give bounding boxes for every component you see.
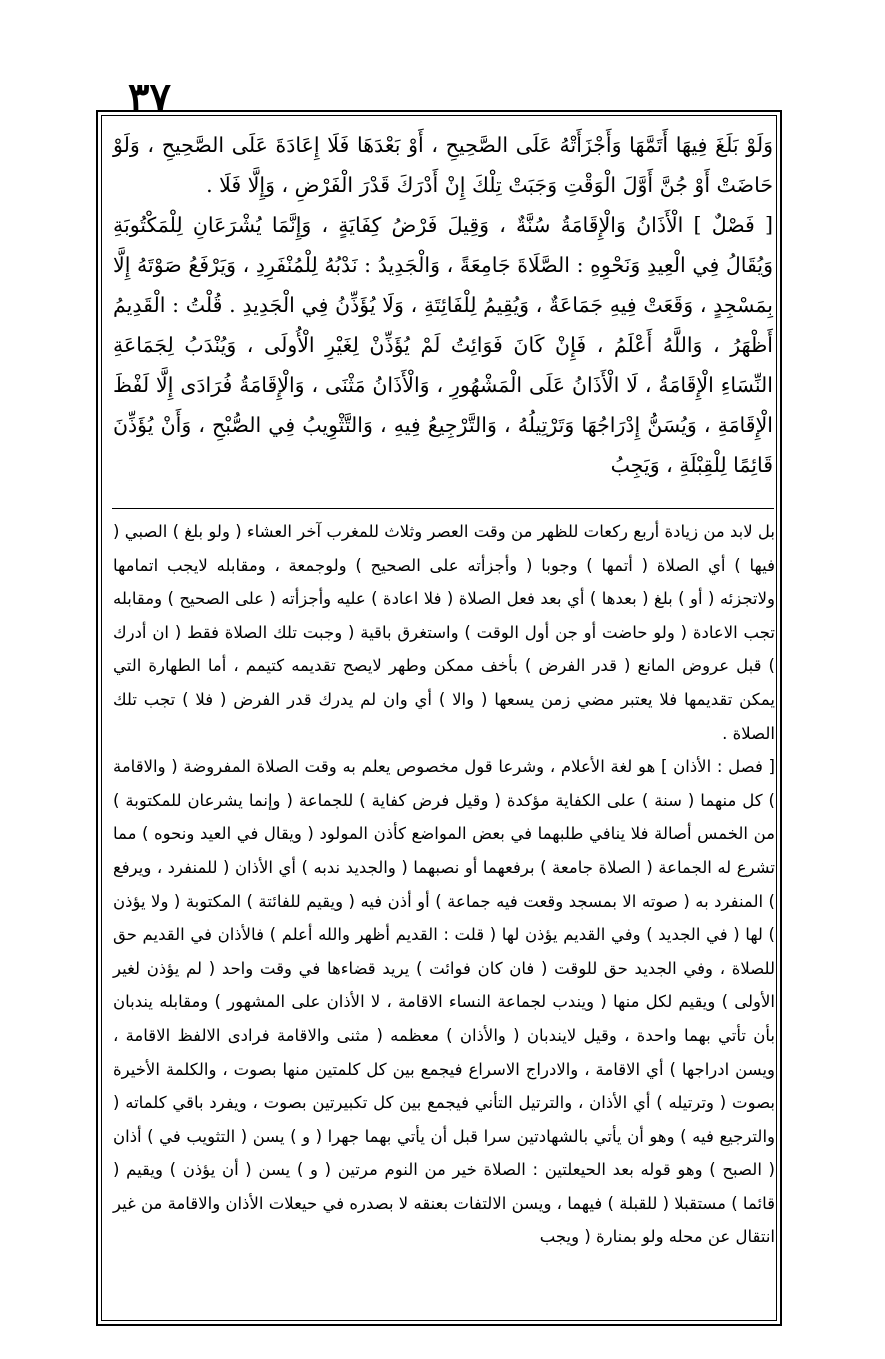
main-text [113,125,773,485]
page-number: ٣٧ [128,74,171,121]
commentary-paragraph: [ فصل : الأذان ] هو لغة الأعلام ، وشرعا قول مخصوص يعلم به وقت الصلاة المفروضة ( والاقامة ) كل منهما ( سنة ) على الكفاية مؤكدة ( وقيل فرض كفاية ) للجماعة ( وإنما يشرعان للمكتوبة ) من الخمس أصالة فلا ينافي طلبهما في بعض المواضع كأذن المولود ( ويقال في العيد ونحوه ) مما تشرع له الجماعة ( الصلاة جامعة ) برفعهما أو نصبهما ( والجديد ندبه ) أي الأذان ( للمنفرد ، ويرفع ) المنفرد به ( صوته الا بمسجد وقعت فيه جماعة ) أو أذن فيه ( ويقيم للفائتة ) المكتوبة ( ولا يؤذن ) لها ( في الجديد ) وفي القديم يؤذن لها ( قلت : القديم أظهر والله أعلم ) فالأذان في القديم حق للصلاة ، وفي الجديد حق للوقت ( فان كان فوائت ) يريد قضاءها في وقت واحد ( لم يؤذن لغير الأولى ) ويقيم لكل منها ( ويندب لجماعة النساء الاقامة ، لا الأذان على المشهور ) ومقابله يندبان بأن تأتي بهما واحدة ، وقيل لايندبان ( والأذان ) معظمه ( مثنى والاقامة فرادى الالفظ الاقامة ، ويسن ادراجها ) أي الاقامة ، والادراج الاسراع فيجمع بين كل كلمتين منها بصوت ، والكلمة الأخيرة بصوت ( وترتيله ) أي الأذان ، والترتيل التأني فيجمع بين كل تكبيرتين بصوت ، ويفرد باقي كلماته ( والترجيع فيه ) وهو أن يأتي بالشهادتين سرا قبل أن يأتي بهما جهرا ( و ) يسن ( التثويب في ) أذان ( الصبح ) وهو قوله بعد الحيعلتين : الصلاة خير من النوم مرتين ( و ) يسن ( أن يؤذن ) ويقيم ( قائما ) مستقبلا ( للقبلة ) فيهما ، ويسن الالتفات بعنقه لا بصدره في حيعلات الأذان والاقامة من غير انتقال عن محله ولو بمنارة ( ويجب [113,757,775,1247]
main-text-paragraph: [ فَصْلٌ ] الْأَذَانُ وَالْإِقَامَةُ سُنَّةٌ ، وَقِيلَ فَرْضُ كِفَايَةٍ ، وَإِنَّمَا يُشْرَعَانِ لِلْمَكْتُوبَةِ وَيُقَالُ فِي الْعِيدِ وَنَحْوِهِ : الصَّلَاةَ جَامِعَةً ، وَالْجَدِيدُ : نَدْبُهُ لِلْمُنْفَرِدِ ، وَيَرْفَعُ صَوْتَهُ إِلَّا بِمَسْجِدٍ ، وَقَعَتْ فِيهِ جَمَاعَةٌ ، وَيُقِيمُ لِلْفَائِتَةِ ، وَلَا يُؤَذِّنُ فِي الْجَدِيدِ . قُلْتُ : الْقَدِيمُ أَظْهَرُ ، وَاللَّهُ أَعْلَمُ ، فَإِنْ كَانَ فَوَائِتُ لَمْ يُؤَذِّنْ لِغَيْرِ الْأُولَى ، وَيُنْدَبُ لِجَمَاعَةِ النِّسَاءِ الْإِقَامَةُ ، لَا الْأَذَانُ عَلَى الْمَشْهُورِ ، وَالْأَذَانُ مَثْنَى ، وَالْإِقَامَةُ فُرَادَى إِلَّا لَفْظَ الْإِقَامَةِ ، وَيُسَنُّ إِدْرَاجُهَا وَتَرْتِيلُهُ ، وَالتَّرْجِيعُ فِيهِ ، وَالتَّثْوِيبُ فِي الصُّبْحِ ، وَأَنْ يُؤَذِّنَ قَائِمًا لِلْقِبْلَةِ ، وَيَجِبُ [113,213,773,477]
section-divider [112,508,774,509]
commentary-paragraph: بل لابد من زيادة أربع ركعات للظهر من وقت العصر وثلاث للمغرب آخر العشاء ( ولو بلغ ) الصبي ( فيها ) أي الصلاة ( أتمها ) وجوبا ( وأجزأته على الصحيح ) ولوجمعة ، ومقابله لايجب اتمامها ولاتجزئه ( أو ) بلغ ( بعدها ) أي بعد فعل الصلاة ( فلا اعادة ) عليه وأجزأته ( على الصحيح ) ومقابله تجب الاعادة ( ولو حاضت أو جن أول الوقت ) واستغرق باقية ( وجبت تلك الصلاة فقط ( ان أدرك ) قبل عروض المانع ( قدر الفرض ) بأخف ممكن وطهر لايصح تقديمه كتيمم ، أما الطهارة التي يمكن تقديمها فلا يعتبر مضي زمن يسعها ( والا ) أي وان لم يدرك قدر الفرض ( فلا ) تجب تلك الصلاة . [113,522,775,743]
commentary-text [113,515,775,1254]
main-text-paragraph: وَلَوْ بَلَغَ فِيهَا أَتَمَّهَا وَأَجْزَأَتْهُ عَلَى الصَّحِيحِ ، أَوْ بَعْدَهَا فَلَا إِعَادَةَ عَلَى الصَّحِيحِ ، وَلَوْ حَاضَتْ أَوْ جُنَّ أَوَّلَ الْوَقْتِ وَجَبَتْ تِلْكَ إِنْ أَدْرَكَ قَدْرَ الْفَرْضِ ، وَإِلَّا فَلَا . [113,133,773,197]
